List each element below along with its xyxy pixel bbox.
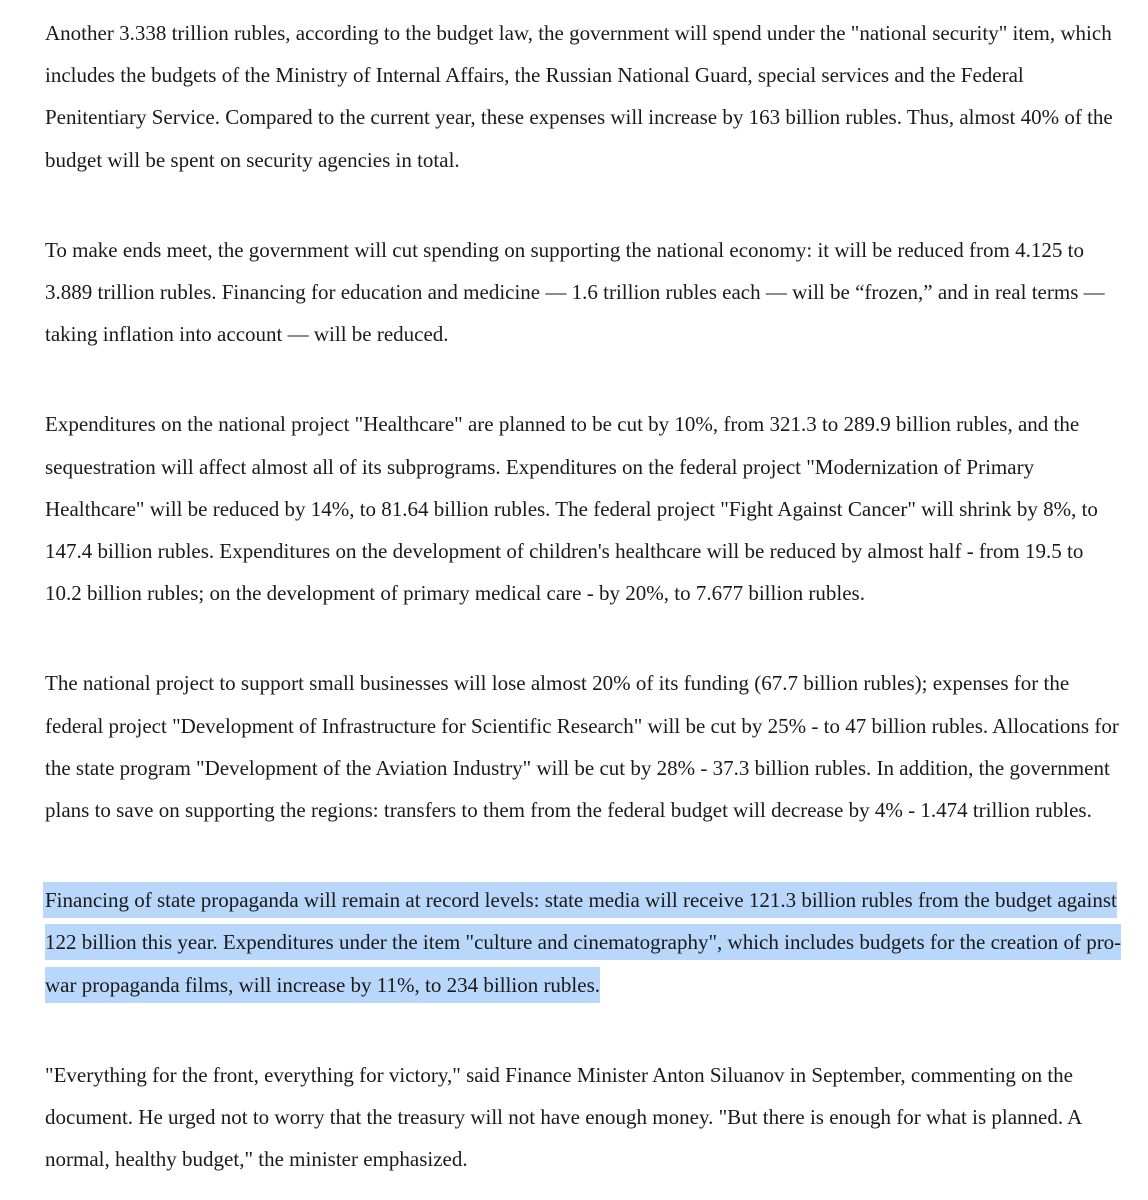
- paragraph-business-science-cuts: [45, 662, 1125, 831]
- article-body: [45, 12, 1125, 1180]
- paragraph-text: Another 3.338 trillion rubles, according to the budget law, the government will spend under the "national security" item, which includes the budgets of the Ministry of Internal Affairs, the Russian National Guard, special services and the Federal Penitentiary Service. Compared to the current year, these expenses will increase by 163 billion rubles. Thus, almost 40% of the budget will be spent on security agencies in total.: [45, 21, 1113, 172]
- paragraph-healthcare-cuts: [45, 403, 1125, 614]
- paragraph-national-security: [45, 12, 1125, 181]
- paragraph-text: "Everything for the front, everything for victory," said Finance Minister Anton Siluanov in September, commenting on the document. He urged not to worry that the treasury will not have enough money. "But there is enough for what is planned. A normal, healthy budget," the minister emphasized.: [45, 1062, 1082, 1172]
- paragraph-propaganda-funding[interactable]: [45, 879, 1125, 1006]
- paragraph-minister-quote: [45, 1054, 1125, 1181]
- paragraph-text: Expenditures on the national project "Healthcare" are planned to be cut by 10%, from 321.3 to 289.9 billion rubles, and the sequestration will affect almost all of its subprograms. Expenditures on the federal project "Modernization of Primary Healthcare" will be reduced by 14%, to 81.64 billion rubles. The federal project "Fight Against Cancer" will shrink by 8%, to 147.4 billion rubles. Expenditures on the development of children's healthcare will be reduced by almost half - from 19.5 to 10.2 billion rubles; on the development of primary medical care - by 20%, to 7.677 billion rubles.: [45, 412, 1098, 606]
- paragraph-economy-cuts: [45, 229, 1125, 356]
- paragraph-text: The national project to support small businesses will lose almost 20% of its funding (67.7 billion rubles); expenses for the federal project "Development of Infrastructure for Scientific Research" will be cut by 25% - to 47 billion rubles. Allocations for the state program "Development of the Aviation Industry" will be cut by 28% - 37.3 billion rubles. In addition, the government plans to save on supporting the regions: transfers to them from the federal budget will decrease by 4% - 1.474 trillion rubles.: [45, 671, 1119, 823]
- text-selection-highlight[interactable]: Financing of state propaganda will remain at record levels: state media will receive 121.3 billion rubles from the budget against 122 billion this year. Expenditures under the item "culture and cinematography", which includes budgets for the creation of pro-war propaganda films, will increase by 11%, to 234 billion rubles.: [43, 882, 1121, 1002]
- paragraph-text: To make ends meet, the government will cut spending on supporting the national economy: it will be reduced from 4.125 to 3.889 trillion rubles. Financing for education and medicine — 1.6 trillion rubles each — will be “frozen,” and in real terms — taking inflation into account — will be reduced.: [45, 237, 1105, 347]
